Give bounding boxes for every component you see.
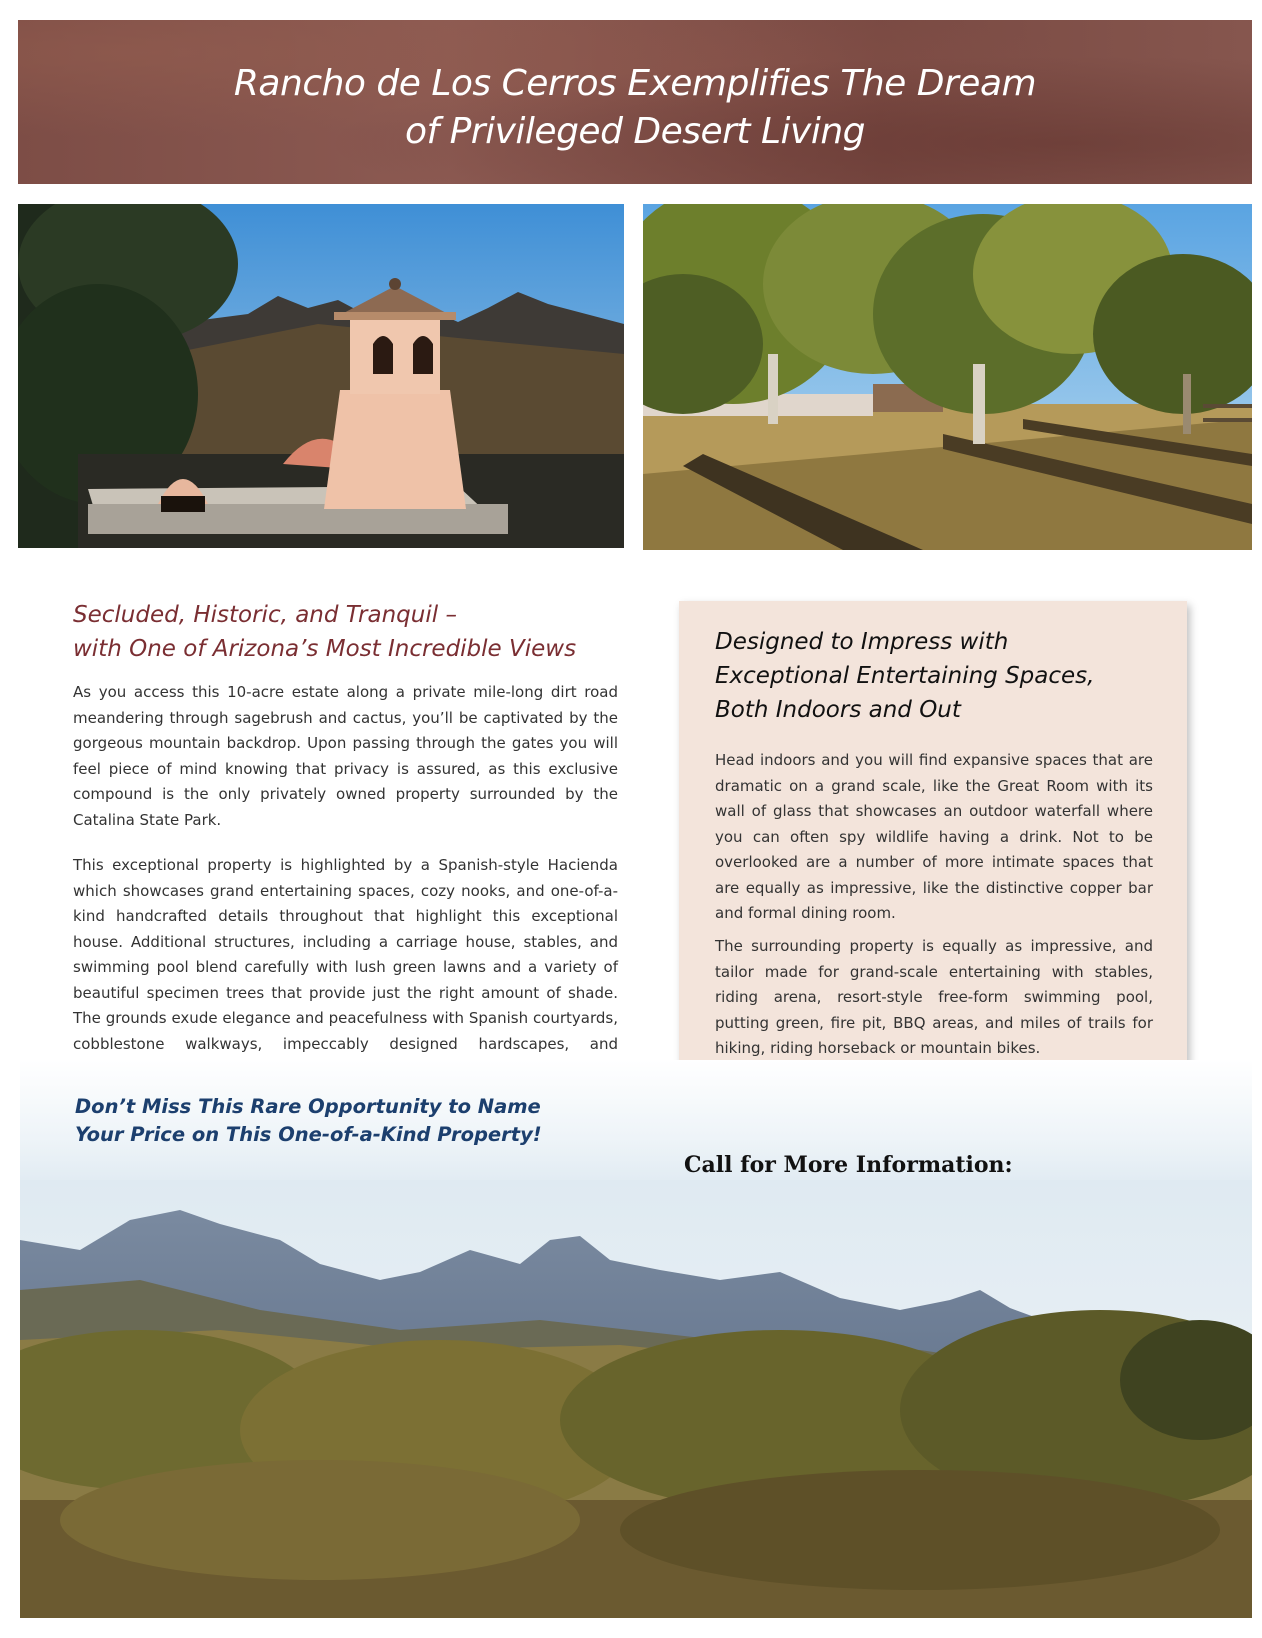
section-heading (73, 598, 618, 666)
indoor-spaces-paragraph: Head indoors and you will find expansive spaces that are dramatic on a grand scale, like the Great Room with its wall of glass that showcases an outdoor waterfall where you can often spy wildlife having a drink. Not to be overlooked are a number of more intimate spaces that are equally as impressive, like the distinctive copper bar and formal dining room. (715, 751, 1153, 922)
section-heading-line-1: Secluded, Historic, and Tranquil – (73, 602, 457, 628)
page-title (18, 60, 1252, 156)
secluded-section (73, 598, 618, 666)
hacienda-paragraph: This exceptional property is highlighted by a Spanish-style Hacienda which showcases grand entertaining spaces, cozy nooks, and one-of-a-kind handcrafted details throughout that highlight this exceptional house. Additional structures, including a carriage house, stables, and swimming pool blend carefully with lush green lawns and a variety of beautiful specimen trees that provide just the right amount of shade. The grounds exude elegance and peacefulness with Spanish courtyards, cobblestone walkways, impeccably designed hardscapes, and (73, 856, 618, 1053)
page-title-line-2: of Privileged Desert Living (404, 111, 866, 152)
page-title-line-1: Rancho de Los Cerros Exemplifies The Dream (233, 63, 1037, 104)
callout-heading-line-2: Exceptional Entertaining Spaces, (715, 663, 1095, 689)
contact-heading: Call for More Information: (684, 1152, 1013, 1178)
callout-heading-line-1: Designed to Impress with (715, 629, 1009, 655)
bell-tower-photo (18, 204, 624, 548)
outdoor-property-paragraph: The surrounding property is equally as impressive, and tailor made for grand-scale entertaining with stables, riding arena, resort-style free-form swimming pool, putting green, fire pit, BBQ areas, and miles of trails for hiking, riding horseback or mountain bikes. (715, 937, 1153, 1057)
call-to-action-line-1: Don’t Miss This Rare Opportunity to Name (75, 1095, 541, 1118)
callout-heading (715, 625, 1165, 727)
tree-lined-grounds-photo (643, 204, 1252, 550)
callout-heading-line-3: Both Indoors and Out (715, 697, 961, 723)
section-heading-line-2: with One of Arizona’s Most Incredible Views (73, 636, 577, 662)
estate-intro-paragraph: As you access this 10-acre estate along a private mile-long dirt road meandering through sagebrush and cactus, you’ll be captivated by the gorgeous mountain backdrop. Upon passing through the gates you will feel piece of mind knowing that privacy is assured, as this exclusive compound is the only privately owned property surrounded by the Catalina State Park. (73, 683, 618, 829)
entertaining-callout-box (679, 601, 1187, 1101)
call-to-action-line-2: Your Price on This One-of-a-Kind Property! (75, 1123, 542, 1146)
call-to-action (75, 1093, 635, 1149)
catalina-mountains-photo (20, 1180, 1252, 1618)
title-banner (18, 20, 1252, 184)
